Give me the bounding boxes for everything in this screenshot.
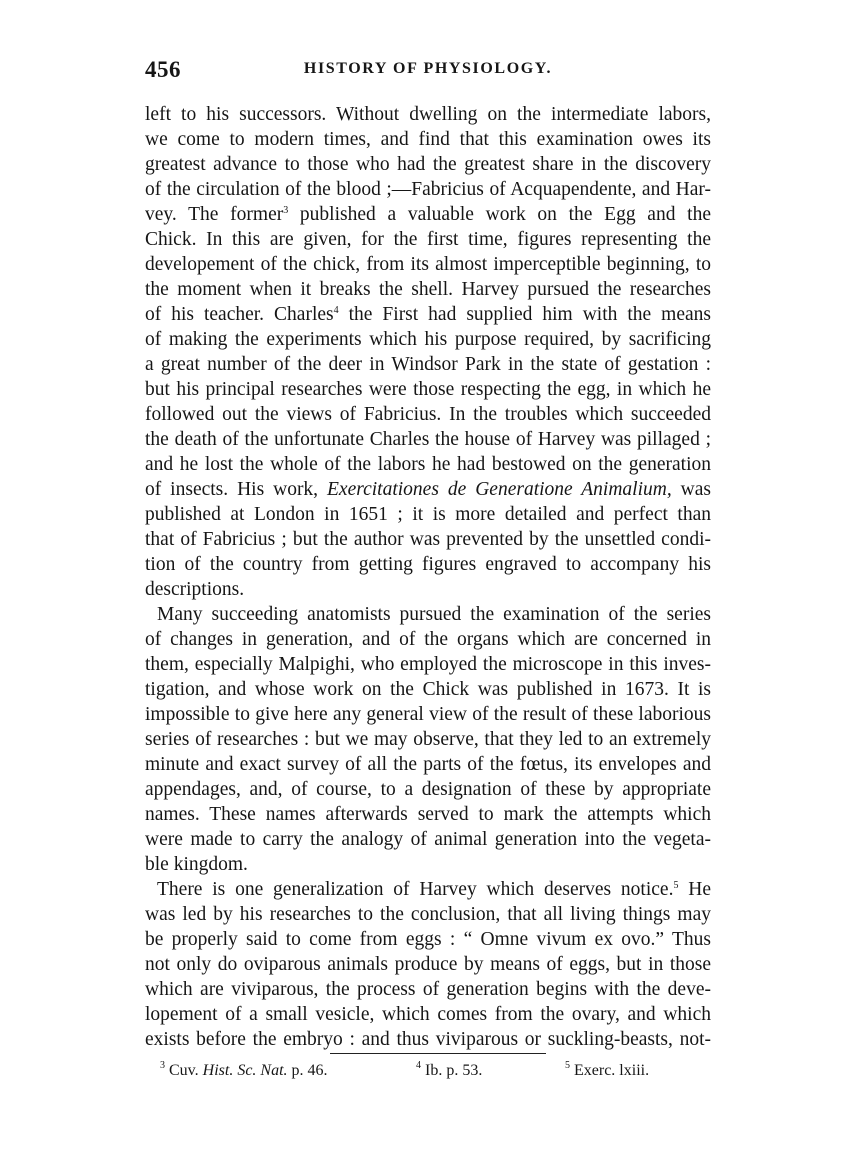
text-fragment: published a valuable work on the Egg and the <box>288 204 711 225</box>
body-text <box>145 102 711 1052</box>
text-line: tion of the country from getting figures engraved to accompany his <box>145 554 711 575</box>
text-line: was led by his researches to the conclusion, that all living things may <box>145 904 711 925</box>
paragraph-first-line <box>145 877 711 902</box>
text-fragment: of his teacher. Charles <box>145 304 334 325</box>
footnote-marker: 5 <box>673 880 679 891</box>
text-line <box>145 477 711 502</box>
footnote-marker: 3 <box>283 205 289 216</box>
text-line: tigation, and whose work on the Chick was published in 1673. It is <box>145 679 711 700</box>
paragraph-first-line: Many succeeding anatomists pursued the examination of the series <box>157 604 711 625</box>
text-fragment: the First had supplied him with the means <box>338 304 711 325</box>
text-line: that of Fabricius ; but the author was prevented by the unsettled condi- <box>145 529 711 550</box>
text-line: the death of the unfortunate Charles the house of Harvey was pillaged ; <box>145 429 711 450</box>
text-line: impossible to give here any general view of the result of these laborious <box>145 704 711 725</box>
text-line: them, especially Malpighi, who employed the microscope in this inves- <box>145 654 711 675</box>
text-line: we come to modern times, and find that this examination owes its <box>145 129 711 150</box>
footnote-marker: 4 <box>333 305 339 316</box>
text-line: descriptions. <box>145 579 245 600</box>
text-line: appendages, and, of course, to a designation of these by appropriate <box>145 779 711 800</box>
running-title: HISTORY OF PHYSIOLOGY. <box>303 60 553 77</box>
page-header <box>145 57 711 87</box>
text-line: of the circulation of the blood ;—Fabricius of Acquapendente, and Har- <box>145 179 711 200</box>
footnote-mark: 3 <box>160 1060 165 1071</box>
text-line: Chick. In this are given, for the first time, figures representing the <box>145 229 711 250</box>
footnote-text: Exerc. lxiii. <box>570 1062 650 1079</box>
text-fragment: vey. The former <box>145 204 284 225</box>
footnote-4 <box>416 1062 482 1080</box>
footnote-mark: 4 <box>416 1060 421 1071</box>
text-line: developement of the chick, from its almost imperceptible beginning, to <box>145 254 711 275</box>
page-number: 456 <box>145 57 181 82</box>
text-line: lopement of a small vesicle, which comes from the ovary, and which <box>145 1004 711 1025</box>
text-line: of making the experiments which his purpose required, by sacrificing <box>145 329 711 350</box>
text-fragment: There is one generalization of Harvey which deserves notice. <box>157 879 674 900</box>
footnote-text: Cuv. <box>165 1062 203 1079</box>
text-line: greatest advance to those who had the greatest share in the discovery <box>145 154 711 175</box>
text-line: ble kingdom. <box>145 854 248 875</box>
text-line <box>145 302 711 327</box>
text-line: but his principal researches were those respecting the egg, in which he <box>145 379 711 400</box>
footnotes <box>160 1062 680 1086</box>
text-line: the moment when it breaks the shell. Harvey pursued the researches <box>145 279 711 300</box>
text-line: names. These names afterwards served to mark the attempts which <box>145 804 711 825</box>
text-line: a great number of the deer in Windsor Park in the state of gestation : <box>145 354 711 375</box>
text-line: be properly said to come from eggs : “ Omne vivum ex ovo.” Thus <box>145 929 711 950</box>
text-line: of changes in generation, and of the organs which are concerned in <box>145 629 711 650</box>
footnote-rule <box>330 1053 546 1054</box>
text-line: minute and exact survey of all the parts of the fœtus, its envelopes and <box>145 754 711 775</box>
text-line: which are viviparous, the process of generation begins with the deve- <box>145 979 711 1000</box>
text-fragment: of insects. His work, <box>145 479 328 500</box>
footnote-mark: 5 <box>565 1060 570 1071</box>
book-title: Exercitationes de Generatione Animalium, <box>327 479 672 500</box>
text-line: published at London in 1651 ; it is more detailed and perfect than <box>145 504 711 525</box>
text-line: were made to carry the analogy of animal generation into the vegeta- <box>145 829 711 850</box>
text-fragment: He <box>678 879 711 900</box>
text-line: series of researches : but we may observe, that they led to an extremely <box>145 729 711 750</box>
text-line: not only do oviparous animals produce by means of eggs, but in those <box>145 954 711 975</box>
text-line: exists before the embryo : and thus viviparous or suckling-beasts, not- <box>145 1029 711 1050</box>
text-fragment: was <box>671 479 711 500</box>
text-line: and he lost the whole of the labors he had bestowed on the generation <box>145 454 711 475</box>
text-line: left to his successors. Without dwelling on the intermediate labors, <box>145 104 711 125</box>
text-line: followed out the views of Fabricius. In the troubles which succeeded <box>145 404 711 425</box>
footnote-source-title: Hist. Sc. Nat. <box>202 1062 288 1079</box>
footnote-text: p. 46. <box>287 1062 328 1079</box>
footnote-3 <box>160 1062 328 1080</box>
footnote-5 <box>565 1062 649 1080</box>
text-line <box>145 202 711 227</box>
footnote-text: Ib. p. 53. <box>421 1062 483 1079</box>
